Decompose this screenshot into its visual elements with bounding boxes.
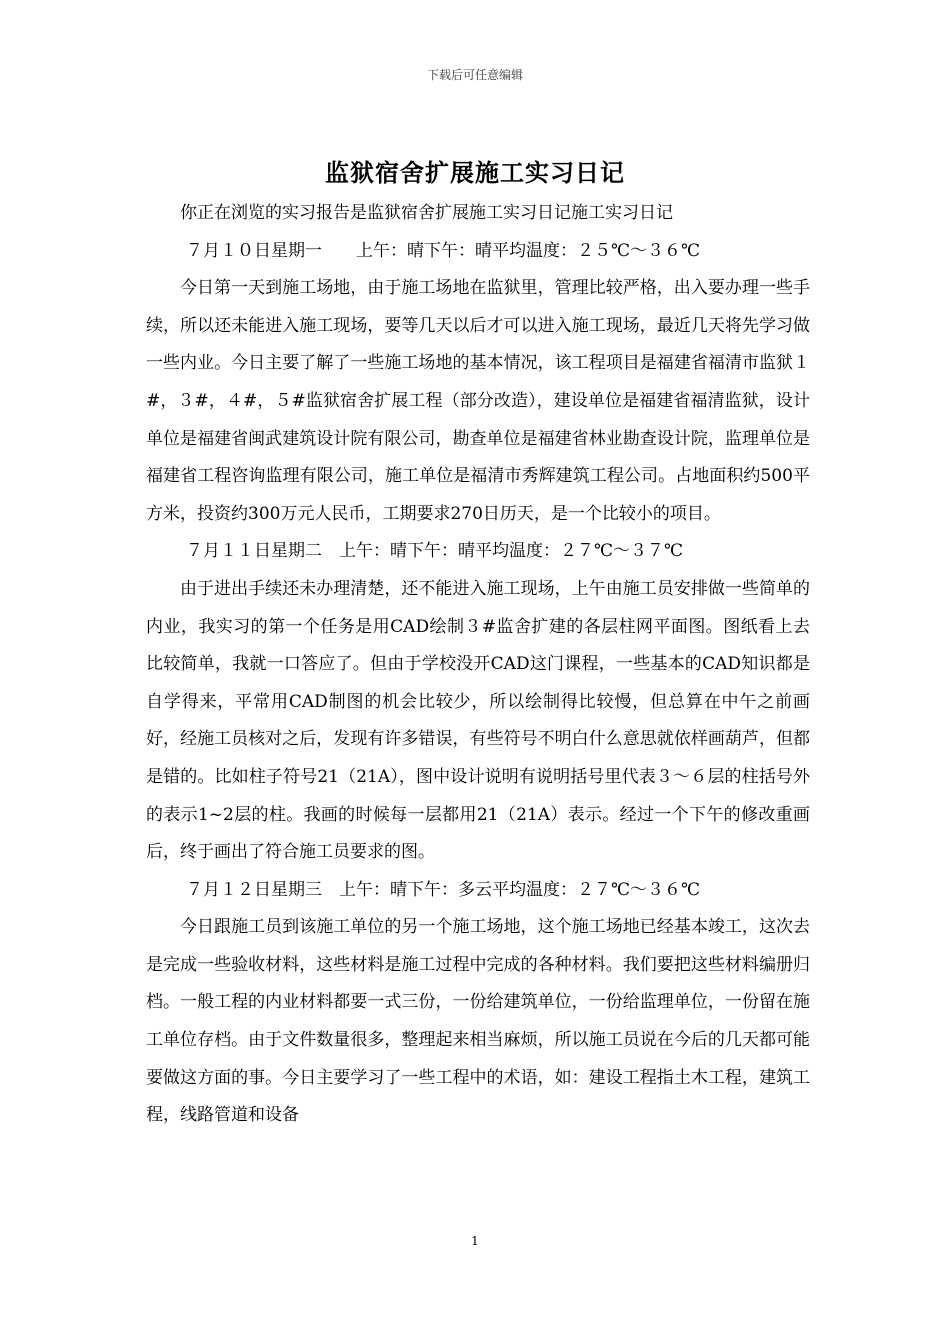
page-header: 下载后可任意编辑 — [426, 68, 523, 82]
entry-date-line: ７月１２日星期三 上午：晴下午：多云平均温度：２７℃～３６℃ — [186, 879, 701, 900]
entry-paragraph: 今日第一天到施工场地，由于施工场地在监狱里，管理比较严格，出入要办理一些手续，所以还未能进入施工现场，要等几天以后才可以进入施工现场，最近几天将先学习做一些内业。今日主要了解了一些施工场地的基本情况，该工程项目是福建省福清市监狱１#，３#，４#，５#监狱宿舍扩展工程（部分改造），建设单位是福建省福清监狱，设计单位是福建省闽武建筑设计院有限公司，勘查单位是福建省林业勘查设计院，监理单位是福建省工程咨询监理有限公司，施工单位是福清市秀辉建筑工程公司。占地面积约500平方米，投资约300万元人民币，工期要求270日历天，是一个比较小的项目。 — [146, 278, 810, 524]
intro-paragraph: 你正在浏览的实习报告是监狱宿舍扩展施工实习日记施工实习日记 — [180, 203, 673, 223]
entry-paragraph: 今日跟施工员到该施工单位的另一个施工场地，这个施工场地已经基本竣工，这次去是完成一些验收材料，这些材料是施工过程中完成的各种材料。我们要把这些材料编册归档。一般工程的内业材料都要一式三份，一份给建筑单位，一份给监理单位，一份留在施工单位存档。由于文件数量很多，整理起来相当麻烦，所以施工员说在今后的几天都可能要做这方面的事。今日主要学习了一些工程中的术语，如：建设工程指土木工程，建筑工程，线路管道和设备 — [146, 917, 810, 1126]
entry-date-line: ７月１０日星期一 上午：晴下午：晴平均温度：２５℃～３６℃ — [186, 240, 701, 261]
document-body — [146, 195, 810, 1135]
page-number: 1 — [471, 1234, 479, 1248]
entry-paragraph: 由于进出手续还未办理清楚，还不能进入施工现场，上午由施工员安排做一些简单的内业，我实习的第一个任务是用CAD绘制３#监舍扩建的各层柱网平面图。图纸看上去比较简单，我就一口答应了。但由于学校没开CAD这门课程，一些基本的CAD知识都是自学得来，平常用CAD制图的机会比较少，所以绘制得比较慢，但总算在中午之前画好，经施工员核对之后，发现有许多错误，有些符号不明白什么意思就依样画葫芦，但都是错的。比如柱子符号21（21A），图中设计说明有说明括号里代表３～６层的柱括号外的表示1~2层的柱。我画的时候每一层都用21（21A）表示。经过一个下午的修改重画后，终于画出了符合施工员要求的图。 — [146, 578, 810, 863]
document-title: 监狱宿舍扩展施工实习日记 — [325, 158, 625, 187]
entry-date-line: ７月１１日星期二 上午：晴下午：晴平均温度：２７℃～３７℃ — [186, 541, 684, 562]
